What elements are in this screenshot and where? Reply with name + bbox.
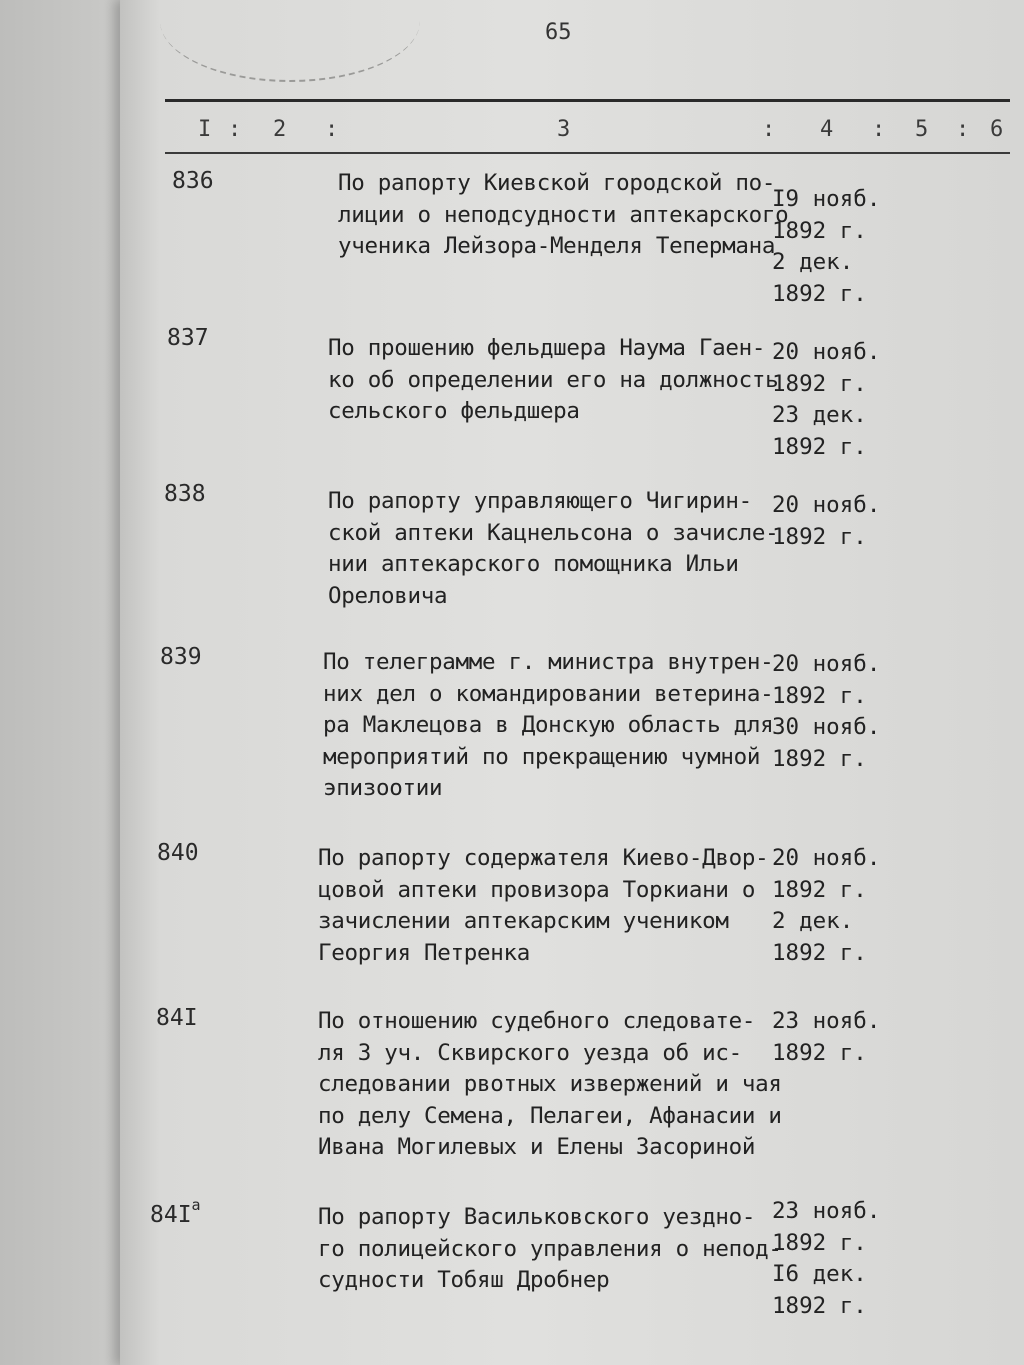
page-number: 65 — [545, 20, 572, 45]
entry-number: 839 — [160, 644, 202, 670]
description-line: ской аптеки Кацнельсона о зачисле- — [328, 519, 779, 546]
column-header: 3 — [557, 117, 571, 142]
entry-description — [318, 843, 768, 969]
column-header: 2 — [273, 117, 287, 142]
description-line: ко об определении его на должность — [328, 366, 779, 393]
table-top-rule — [165, 99, 1010, 102]
entry-number: 838 — [164, 481, 206, 507]
entry-number — [150, 1196, 201, 1228]
entry-dates — [772, 843, 880, 969]
date-line: 1892 г. — [772, 1292, 867, 1319]
description-line: цовой аптеки провизора Торкиани о — [318, 876, 756, 903]
date-line: 1892 г. — [772, 1229, 867, 1256]
date-line: I6 дек. — [772, 1261, 867, 1287]
entry-number: 836 — [172, 168, 214, 194]
description-line: них дел о командировании ветерина- — [323, 680, 774, 707]
description-line: ра Маклецова в Донскую область для — [323, 712, 774, 738]
page-curl-decoration — [160, 0, 420, 82]
column-header: 5 — [915, 117, 929, 142]
date-line: 20 нояб. — [772, 492, 881, 518]
description-line: сельского фельдшера — [328, 398, 580, 424]
description-line: По прошению фельдшера Наума Гаен- — [328, 335, 766, 361]
date-line: 23 дек. — [772, 402, 867, 428]
date-line: 1892 г. — [772, 217, 867, 244]
column-header: I — [198, 117, 212, 142]
column-header: 4 — [820, 117, 834, 142]
description-line: ля 3 уч. Сквирского уезда об ис- — [318, 1039, 742, 1066]
entry-description — [318, 1202, 782, 1297]
table-header-rule — [165, 152, 1010, 154]
date-line: 1892 г. — [772, 939, 867, 966]
column-separator: : — [872, 117, 886, 142]
entry-dates — [772, 490, 880, 553]
date-line: 1892 г. — [772, 745, 867, 772]
description-line: лиции о неподсудности аптекарского — [338, 201, 789, 228]
entry-dates — [772, 1006, 880, 1069]
column-header: 6 — [990, 117, 1004, 142]
date-line: 1892 г. — [772, 682, 867, 709]
date-line: 23 нояб. — [772, 1008, 881, 1034]
description-line: По телеграмме г. министра внутрен- — [323, 649, 774, 675]
description-line: По отношению судебного следовате- — [318, 1008, 756, 1034]
entry-description — [338, 168, 788, 263]
description-line: По рапорту содержателя Киево-Двор- — [318, 845, 769, 871]
entry-dates — [772, 337, 880, 463]
column-separator: : — [325, 117, 339, 142]
entry-number-superscript: а — [191, 1196, 201, 1214]
document-page — [120, 0, 1024, 1365]
description-line: Ореловича — [328, 582, 448, 609]
description-line: эпизоотии — [323, 775, 443, 801]
date-line: 1892 г. — [772, 1039, 867, 1066]
description-line: По рапорту Васильковского уездно- — [318, 1204, 756, 1230]
description-line: мероприятий по прекращению чумной — [323, 743, 761, 770]
date-line: 23 нояб. — [772, 1198, 881, 1224]
date-line: 1892 г. — [772, 876, 867, 903]
date-line: 30 нояб. — [772, 714, 881, 740]
entry-dates — [772, 649, 880, 775]
date-line: 20 нояб. — [772, 845, 881, 871]
column-separator: : — [762, 117, 776, 142]
date-line: 20 нояб. — [772, 339, 881, 365]
description-line: Георгия Петренка — [318, 939, 530, 966]
entry-dates — [772, 184, 880, 310]
description-line: зачислении аптекарским учеником — [318, 908, 729, 934]
description-line: По рапорту Киевской городской по- — [338, 170, 776, 196]
entry-description — [323, 647, 773, 805]
entry-description — [318, 1006, 782, 1164]
column-separator: : — [956, 117, 970, 142]
date-line: 2 дек. — [772, 249, 854, 275]
entry-number: 837 — [167, 325, 209, 351]
entry-dates — [772, 1196, 880, 1322]
description-line: го полицейского управления о непод- — [318, 1235, 782, 1262]
entry-number-main: 84I — [150, 1202, 192, 1228]
date-line: I9 нояб. — [772, 186, 881, 212]
date-line: 1892 г. — [772, 370, 867, 397]
date-line: 2 дек. — [772, 908, 854, 934]
column-separator: : — [228, 117, 242, 142]
description-line: нии аптекарского помощника Ильи — [328, 551, 739, 577]
entry-description — [328, 486, 778, 612]
description-line: Ивана Могилевых и Елены Засориной — [318, 1134, 756, 1160]
description-line: по делу Семена, Пелагеи, Афанасии и — [318, 1102, 782, 1129]
entry-description — [328, 333, 778, 428]
entry-number: 84I — [156, 1005, 198, 1031]
date-line: 20 нояб. — [772, 651, 881, 677]
description-line: судности Тобяш Дробнер — [318, 1267, 610, 1293]
date-line: 1892 г. — [772, 523, 867, 550]
date-line: 1892 г. — [772, 280, 867, 307]
description-line: По рапорту управляющего Чигирин- — [328, 488, 752, 514]
description-line: ученика Лейзора-Менделя Тепермана — [338, 233, 776, 259]
date-line: 1892 г. — [772, 433, 867, 460]
entry-number: 840 — [157, 840, 199, 866]
description-line: следовании рвотных извержений и чая — [318, 1071, 782, 1097]
